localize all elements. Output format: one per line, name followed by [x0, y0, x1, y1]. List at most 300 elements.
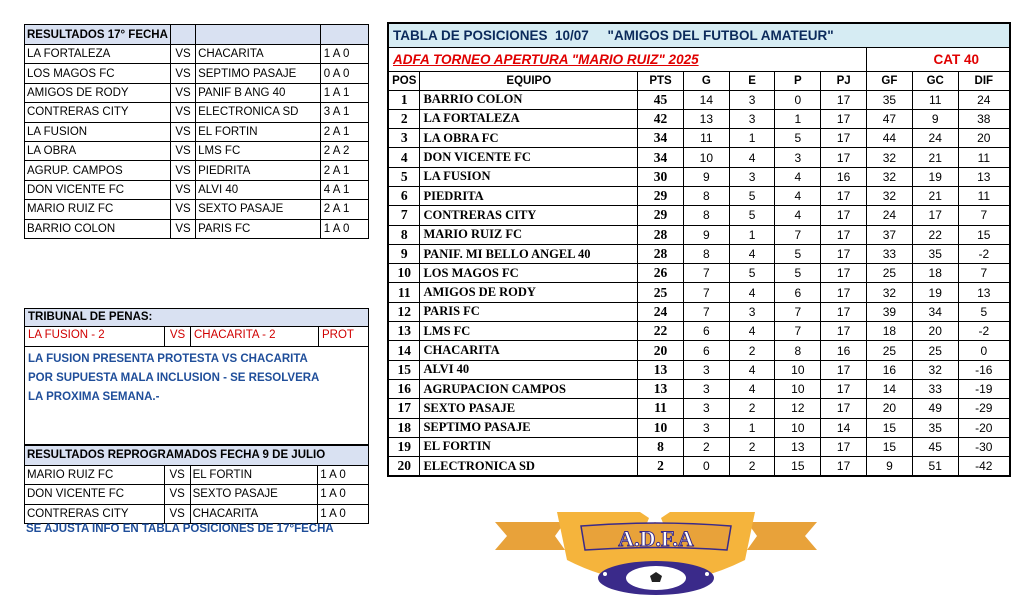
goals-against: 34 — [912, 302, 958, 321]
won: 8 — [683, 186, 729, 205]
team-name: LMS FC — [420, 322, 638, 341]
won: 13 — [683, 109, 729, 128]
goal-diff: -2 — [958, 244, 1010, 263]
drawn: 4 — [729, 379, 775, 398]
goals-for: 35 — [867, 90, 913, 109]
goal-diff: 15 — [958, 225, 1010, 244]
col-header-goals-against: GC — [912, 71, 958, 90]
goals-against: 25 — [912, 341, 958, 360]
played: 17 — [821, 379, 867, 398]
away-team: CHACARITA — [190, 504, 318, 524]
away-team: LMS FC — [196, 141, 321, 160]
position: 7 — [388, 206, 420, 225]
vs-label: VS — [164, 485, 190, 505]
team-name: EL FORTIN — [420, 437, 638, 456]
result-row — [25, 200, 369, 219]
results-table — [24, 24, 369, 239]
goal-diff: 24 — [958, 90, 1010, 109]
col-header-goal-diff: DIF — [958, 71, 1010, 90]
lost: 5 — [775, 244, 821, 263]
goals-against: 11 — [912, 90, 958, 109]
goals-for: 32 — [867, 186, 913, 205]
won: 6 — [683, 341, 729, 360]
played: 17 — [821, 322, 867, 341]
tribunal-away: CHACARITA - 2 — [191, 327, 319, 346]
points: 10 — [638, 418, 684, 437]
position: 18 — [388, 418, 420, 437]
won: 6 — [683, 322, 729, 341]
team-name: LOS MAGOS FC — [420, 264, 638, 283]
won: 8 — [683, 244, 729, 263]
played: 17 — [821, 360, 867, 379]
goals-for: 25 — [867, 341, 913, 360]
team-name: CHACARITA — [420, 341, 638, 360]
standings-row — [388, 206, 1010, 225]
goals-against: 9 — [912, 109, 958, 128]
match-score: 2 A 1 — [320, 122, 368, 141]
lost: 1 — [775, 109, 821, 128]
lost: 5 — [775, 129, 821, 148]
points: 29 — [638, 206, 684, 225]
tribunal-header: TRIBUNAL DE PENAS: — [25, 309, 368, 327]
team-name: AMIGOS DE RODY — [420, 283, 638, 302]
lost: 12 — [775, 399, 821, 418]
goal-diff: -30 — [958, 437, 1010, 456]
home-team: CONTRERAS CITY — [25, 103, 171, 122]
standings-row — [388, 341, 1010, 360]
drawn: 5 — [729, 186, 775, 205]
position: 10 — [388, 264, 420, 283]
away-team: EL FORTIN — [190, 465, 318, 485]
played: 17 — [821, 129, 867, 148]
points: 20 — [638, 341, 684, 360]
goals-against: 24 — [912, 129, 958, 148]
team-name: LA FUSION — [420, 167, 638, 186]
drawn: 2 — [729, 437, 775, 456]
rescheduled-results-table — [24, 445, 369, 524]
vs-label: VS — [170, 200, 195, 219]
goals-against: 21 — [912, 186, 958, 205]
banner-right — [747, 522, 817, 550]
result-row — [25, 45, 369, 64]
goals-for: 39 — [867, 302, 913, 321]
goals-for: 15 — [867, 418, 913, 437]
goals-for: 25 — [867, 264, 913, 283]
match-score: 1 A 0 — [318, 504, 369, 524]
goal-diff: -20 — [958, 418, 1010, 437]
goal-diff: 11 — [958, 148, 1010, 167]
standings-title-row — [388, 23, 1010, 47]
won: 7 — [683, 283, 729, 302]
goals-against: 33 — [912, 379, 958, 398]
position: 2 — [388, 109, 420, 128]
lost: 10 — [775, 360, 821, 379]
goal-diff: 20 — [958, 129, 1010, 148]
standings-row — [388, 244, 1010, 263]
goals-for: 32 — [867, 167, 913, 186]
away-team: SEXTO PASAJE — [196, 200, 321, 219]
rescheduled-header: RESULTADOS REPROGRAMADOS FECHA 9 DE JULIO — [25, 446, 369, 466]
position: 1 — [388, 90, 420, 109]
goals-for: 32 — [867, 283, 913, 302]
lost: 7 — [775, 322, 821, 341]
vs-label: VS — [170, 45, 195, 64]
match-score: 4 A 1 — [320, 180, 368, 199]
played: 16 — [821, 167, 867, 186]
drawn: 1 — [729, 225, 775, 244]
standings-row — [388, 90, 1010, 109]
drawn: 4 — [729, 244, 775, 263]
standings-row — [388, 322, 1010, 341]
col-header-won: G — [683, 71, 729, 90]
position: 16 — [388, 379, 420, 398]
lost: 4 — [775, 186, 821, 205]
match-score: 1 A 0 — [318, 465, 369, 485]
col-header-lost: P — [775, 71, 821, 90]
match-score: 0 A 0 — [320, 64, 368, 83]
played: 17 — [821, 244, 867, 263]
col-header-drawn: E — [729, 71, 775, 90]
tribunal-status: PROT — [322, 329, 354, 341]
team-name: MARIO RUIZ FC — [420, 225, 638, 244]
standings-row — [388, 109, 1010, 128]
goals-against: 51 — [912, 457, 958, 476]
tribunal-note-line: LA FUSION PRESENTA PROTESTA VS CHACARITA — [28, 353, 308, 365]
played: 17 — [821, 148, 867, 167]
vs-label: VS — [164, 504, 190, 524]
home-team: MARIO RUIZ FC — [25, 200, 171, 219]
result-row — [25, 103, 369, 122]
drawn: 2 — [729, 457, 775, 476]
won: 3 — [683, 379, 729, 398]
tournament-name: ADFA TORNEO APERTURA "MARIO RUIZ" 2025 — [388, 47, 867, 71]
col-header-pos: POS — [388, 71, 420, 90]
vs-label: VS — [164, 465, 190, 485]
drawn: 3 — [729, 90, 775, 109]
home-team: CONTRERAS CITY — [25, 504, 165, 524]
home-team: DON VICENTE FC — [25, 180, 171, 199]
team-name: ELECTRONICA SD — [420, 457, 638, 476]
won: 9 — [683, 225, 729, 244]
result-row — [25, 64, 369, 83]
goals-for: 20 — [867, 399, 913, 418]
lost: 10 — [775, 418, 821, 437]
goals-for: 14 — [867, 379, 913, 398]
team-name: SEPTIMO PASAJE — [420, 418, 638, 437]
points: 29 — [638, 186, 684, 205]
match-score: 2 A 2 — [320, 141, 368, 160]
goal-diff: -2 — [958, 322, 1010, 341]
goal-diff: 5 — [958, 302, 1010, 321]
goals-for: 47 — [867, 109, 913, 128]
match-score: 1 A 0 — [320, 219, 368, 238]
standings-row — [388, 225, 1010, 244]
result-row — [25, 122, 369, 141]
position: 20 — [388, 457, 420, 476]
played: 17 — [821, 302, 867, 321]
home-team: BARRIO COLON — [25, 219, 171, 238]
played: 16 — [821, 341, 867, 360]
goal-diff: -16 — [958, 360, 1010, 379]
standings-row — [388, 264, 1010, 283]
result-row — [25, 83, 369, 102]
goals-against: 19 — [912, 167, 958, 186]
dot-icon — [603, 572, 607, 576]
match-score: 1 A 1 — [320, 83, 368, 102]
home-team: LA FORTALEZA — [25, 45, 171, 64]
points: 24 — [638, 302, 684, 321]
goal-diff: 11 — [958, 186, 1010, 205]
tribunal-match-row — [25, 327, 368, 347]
away-team: ELECTRONICA SD — [196, 103, 321, 122]
home-team: AGRUP. CAMPOS — [25, 161, 171, 180]
col-header-team: EQUIPO — [420, 71, 638, 90]
played: 14 — [821, 418, 867, 437]
played: 17 — [821, 399, 867, 418]
points: 11 — [638, 399, 684, 418]
goal-diff: 13 — [958, 167, 1010, 186]
goal-diff: -42 — [958, 457, 1010, 476]
results-header-row — [25, 25, 369, 45]
goal-diff: 38 — [958, 109, 1010, 128]
col-header-goals-for: GF — [867, 71, 913, 90]
result-row — [25, 161, 369, 180]
standings-row — [388, 437, 1010, 456]
played: 17 — [821, 437, 867, 456]
standings-title: TABLA DE POSICIONES 10/07 "AMIGOS DEL FUTBOL AMATEUR" — [388, 23, 1010, 47]
position: 19 — [388, 437, 420, 456]
result-row — [25, 141, 369, 160]
points: 34 — [638, 129, 684, 148]
tribunal-note — [25, 347, 368, 410]
drawn: 2 — [729, 399, 775, 418]
away-team: CHACARITA — [196, 45, 321, 64]
drawn: 3 — [729, 302, 775, 321]
home-team: LA OBRA — [25, 141, 171, 160]
team-name: CONTRERAS CITY — [420, 206, 638, 225]
drawn: 3 — [729, 109, 775, 128]
away-team: SEPTIMO PASAJE — [196, 64, 321, 83]
away-team: EL FORTIN — [196, 122, 321, 141]
tribunal-note-line: LA PROXIMA SEMANA.- — [28, 391, 160, 403]
standings-row — [388, 148, 1010, 167]
tribunal-home: LA FUSION - 2 — [25, 327, 165, 346]
played: 17 — [821, 90, 867, 109]
match-score: 2 A 1 — [320, 200, 368, 219]
goals-against: 20 — [912, 322, 958, 341]
goals-against: 32 — [912, 360, 958, 379]
standings-column-headers — [388, 71, 1010, 90]
away-team: SEXTO PASAJE — [190, 485, 318, 505]
won: 10 — [683, 148, 729, 167]
position: 14 — [388, 341, 420, 360]
drawn: 5 — [729, 264, 775, 283]
goals-for: 37 — [867, 225, 913, 244]
team-name: SEXTO PASAJE — [420, 399, 638, 418]
team-name: BARRIO COLON — [420, 90, 638, 109]
lost: 7 — [775, 302, 821, 321]
category-label: CAT 40 — [867, 47, 1011, 71]
home-team: LOS MAGOS FC — [25, 64, 171, 83]
team-name: AGRUPACION CAMPOS — [420, 379, 638, 398]
drawn: 3 — [729, 167, 775, 186]
away-team: ALVI 40 — [196, 180, 321, 199]
won: 0 — [683, 457, 729, 476]
won: 11 — [683, 129, 729, 148]
lost: 15 — [775, 457, 821, 476]
vs-label: VS — [170, 219, 195, 238]
team-name: LA FORTALEZA — [420, 109, 638, 128]
standings-subtitle-row — [388, 47, 1010, 71]
home-team: DON VICENTE FC — [25, 485, 165, 505]
standings-table — [387, 22, 1011, 477]
standings-row — [388, 418, 1010, 437]
banner-left — [495, 522, 565, 550]
drawn: 4 — [729, 360, 775, 379]
position: 13 — [388, 322, 420, 341]
points: 30 — [638, 167, 684, 186]
position: 4 — [388, 148, 420, 167]
goals-against: 18 — [912, 264, 958, 283]
match-score: 3 A 1 — [320, 103, 368, 122]
position: 6 — [388, 186, 420, 205]
points: 8 — [638, 437, 684, 456]
lost: 10 — [775, 379, 821, 398]
team-name: PIEDRITA — [420, 186, 638, 205]
played: 17 — [821, 457, 867, 476]
team-name: ALVI 40 — [420, 360, 638, 379]
standings-row — [388, 129, 1010, 148]
results-header: RESULTADOS 17° FECHA — [25, 25, 171, 45]
drawn: 1 — [729, 418, 775, 437]
won: 14 — [683, 90, 729, 109]
standings-row — [388, 302, 1010, 321]
position: 5 — [388, 167, 420, 186]
adfa-logo — [495, 500, 817, 600]
lost: 5 — [775, 264, 821, 283]
standings-row — [388, 360, 1010, 379]
won: 9 — [683, 167, 729, 186]
position: 17 — [388, 399, 420, 418]
won: 7 — [683, 302, 729, 321]
goals-for: 15 — [867, 437, 913, 456]
position: 12 — [388, 302, 420, 321]
goals-against: 45 — [912, 437, 958, 456]
position: 3 — [388, 129, 420, 148]
away-team: PANIF B ANG 40 — [196, 83, 321, 102]
points: 26 — [638, 264, 684, 283]
won: 8 — [683, 206, 729, 225]
team-name: LA OBRA FC — [420, 129, 638, 148]
goals-for: 16 — [867, 360, 913, 379]
lost: 4 — [775, 206, 821, 225]
goal-diff: -29 — [958, 399, 1010, 418]
goals-for: 18 — [867, 322, 913, 341]
vs-label: VS — [170, 83, 195, 102]
lost: 8 — [775, 341, 821, 360]
result-row — [25, 504, 369, 524]
col-header-played: PJ — [821, 71, 867, 90]
played: 17 — [821, 186, 867, 205]
lost: 4 — [775, 167, 821, 186]
points: 2 — [638, 457, 684, 476]
vs-label: VS — [170, 103, 195, 122]
lost: 7 — [775, 225, 821, 244]
dot-icon — [705, 572, 709, 576]
vs-label: VS — [170, 141, 195, 160]
team-name: PANIF. MI BELLO ANGEL 40 — [420, 244, 638, 263]
goals-for: 33 — [867, 244, 913, 263]
vs-label: VS — [170, 64, 195, 83]
points: 28 — [638, 225, 684, 244]
points: 34 — [638, 148, 684, 167]
result-row — [25, 465, 369, 485]
points: 45 — [638, 90, 684, 109]
goals-against: 22 — [912, 225, 958, 244]
goals-for: 32 — [867, 148, 913, 167]
played: 17 — [821, 225, 867, 244]
goals-for: 44 — [867, 129, 913, 148]
points: 42 — [638, 109, 684, 128]
points: 13 — [638, 379, 684, 398]
goal-diff: 7 — [958, 206, 1010, 225]
won: 3 — [683, 360, 729, 379]
result-row — [25, 485, 369, 505]
lost: 13 — [775, 437, 821, 456]
points: 22 — [638, 322, 684, 341]
drawn: 2 — [729, 341, 775, 360]
goals-against: 35 — [912, 244, 958, 263]
won: 2 — [683, 437, 729, 456]
result-row — [25, 180, 369, 199]
goals-against: 17 — [912, 206, 958, 225]
won: 3 — [683, 399, 729, 418]
standings-row — [388, 283, 1010, 302]
match-score: 2 A 1 — [320, 161, 368, 180]
goal-diff: 7 — [958, 264, 1010, 283]
match-score: 1 A 0 — [320, 45, 368, 64]
points: 28 — [638, 244, 684, 263]
drawn: 4 — [729, 322, 775, 341]
goal-diff: 13 — [958, 283, 1010, 302]
away-team: PIEDRITA — [196, 161, 321, 180]
won: 7 — [683, 264, 729, 283]
away-team: PARIS FC — [196, 219, 321, 238]
standings-row — [388, 457, 1010, 476]
tribunal-box — [24, 308, 369, 445]
drawn: 1 — [729, 129, 775, 148]
goals-for: 24 — [867, 206, 913, 225]
home-team: AMIGOS DE RODY — [25, 83, 171, 102]
goals-against: 49 — [912, 399, 958, 418]
col-header-pts: PTS — [638, 71, 684, 90]
drawn: 4 — [729, 148, 775, 167]
vs-label: VS — [170, 161, 195, 180]
played: 17 — [821, 264, 867, 283]
points: 13 — [638, 360, 684, 379]
goals-against: 21 — [912, 148, 958, 167]
played: 17 — [821, 206, 867, 225]
lost: 6 — [775, 283, 821, 302]
goals-against: 35 — [912, 418, 958, 437]
tribunal-note-line: POR SUPUESTA MALA INCLUSION - SE RESOLVERA — [28, 372, 320, 384]
won: 3 — [683, 418, 729, 437]
goals-against: 19 — [912, 283, 958, 302]
goal-diff: -19 — [958, 379, 1010, 398]
lost: 3 — [775, 148, 821, 167]
vs-label: VS — [170, 180, 195, 199]
rescheduled-header-row — [25, 446, 369, 466]
